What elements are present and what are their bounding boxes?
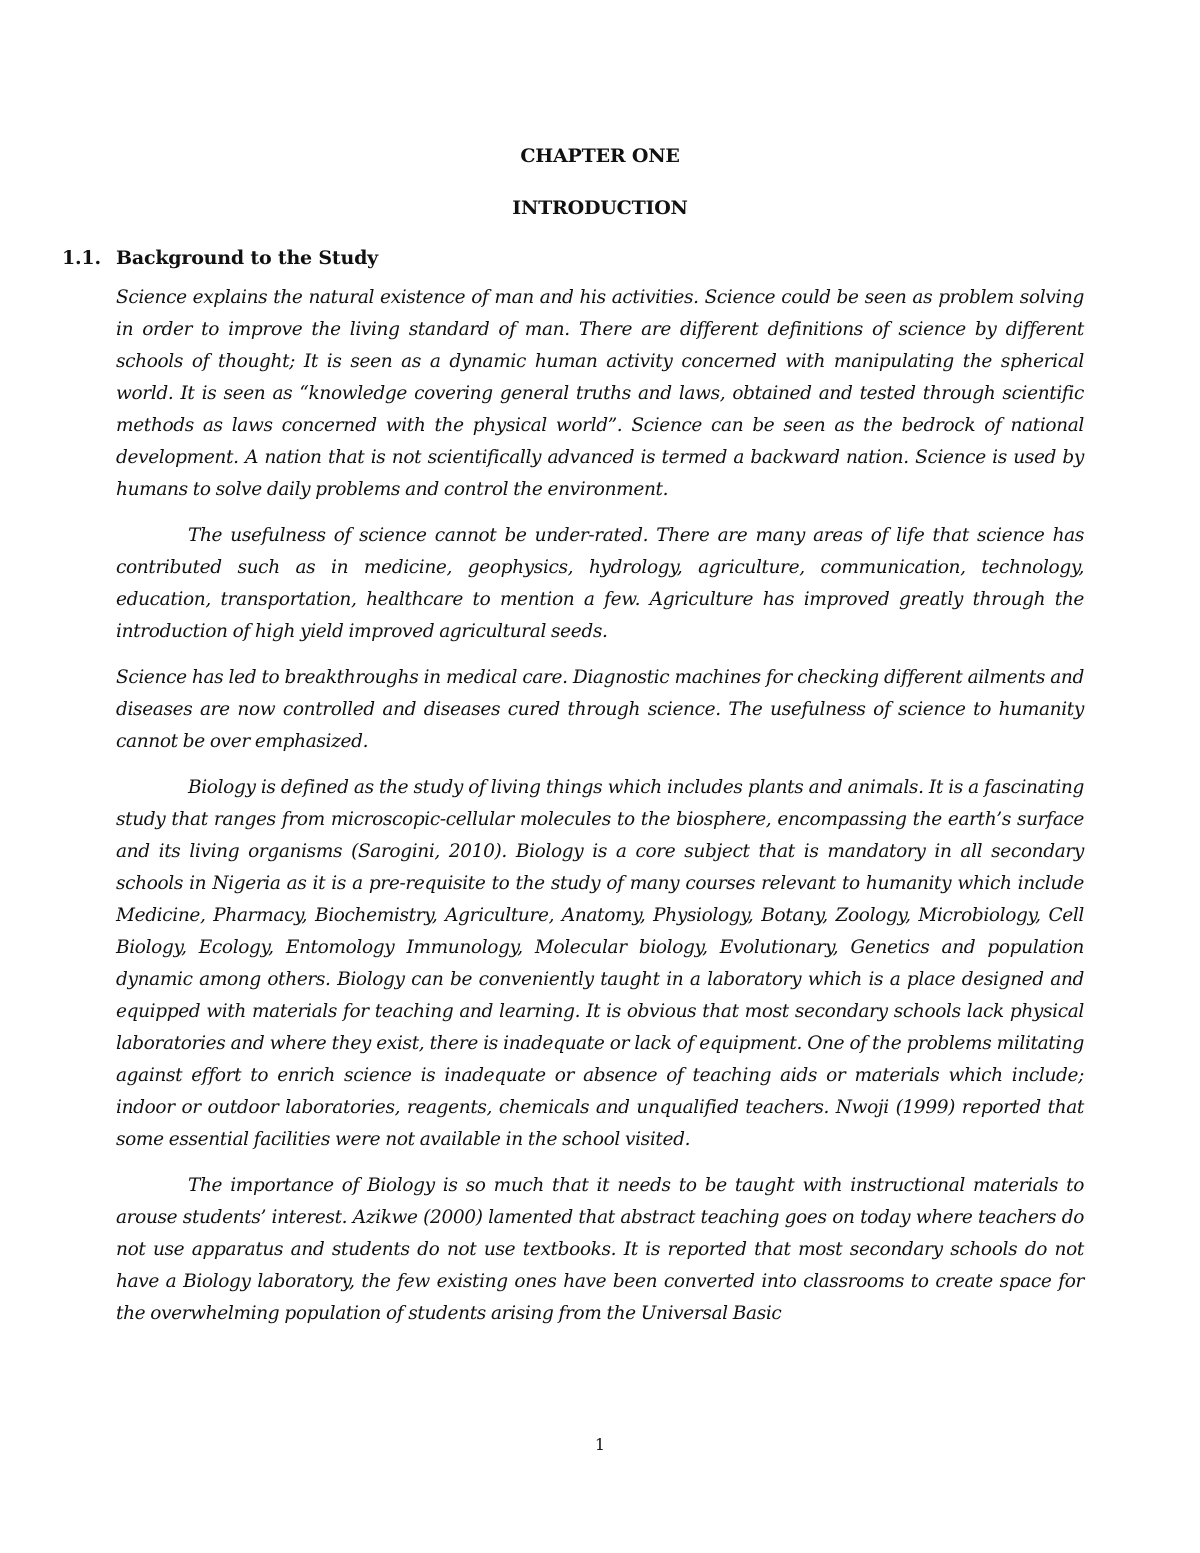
paragraph-1: Science explains the natural existence of man and his activities. Science could be seen as problem solving in order to improve the living standard of man. There are different definitions of science by different schools of thought; It is seen as a dynamic human activity concerned with manipulating the spherical world. It is seen as “knowledge covering general truths and laws, obtained and tested through scientific methods as laws concerned with the physical world”. Science can be seen as the bedrock of national development. A nation that is not scientifically advanced is termed a backward nation. Science is used by humans to solve daily problems and control the environment.	[116, 287, 1084, 500]
section-heading	[62, 242, 1084, 274]
section-number: 1.1.	[62, 247, 101, 269]
paragraph-3: Science has led to breakthroughs in medical care. Diagnostic machines for checking different ailments and diseases are now controlled and diseases cured through science. The usefulness of science to humanity cannot be over emphasized.	[116, 667, 1084, 752]
chapter-title: CHAPTER ONE	[520, 145, 680, 167]
paragraph-4: Biology is defined as the study of living things which includes plants and animals. It is a fascinating study that ranges from microscopic-cellular molecules to the biosphere, encompassing the earth’s surface and its living organisms (Sarogini, 2010). Biology is a core subject that is mandatory in all secondary schools in Nigeria as it is a pre-requisite to the study of many courses relevant to humanity which include Medicine, Pharmacy, Biochemistry, Agriculture, Anatomy, Physiology, Botany, Zoology, Microbiology, Cell Biology, Ecology, Entomology Immunology, Molecular biology, Evolutionary, Genetics and population dynamic among others. Biology can be conveniently taught in a laboratory which is a place designed and equipped with materials for teaching and learning. It is obvious that most secondary schools lack physical laboratories and where they exist, there is inadequate or lack of equipment. One of the problems militating against effort to enrich science is inadequate or absence of teaching aids or materials which include; indoor or outdoor laboratories, reagents, chemicals and unqualified teachers. Nwoji (1999) reported that some essential facilities were not available in the school visited.	[116, 777, 1084, 1150]
paragraph-2: The usefulness of science cannot be under-rated. There are many areas of life that science has contributed such as in medicine, geophysics, hydrology, agriculture, communication, technology, education, transportation, healthcare to mention a few. Agriculture has improved greatly through the introduction of high yield improved agricultural seeds.	[116, 525, 1084, 642]
paragraph-5: The importance of Biology is so much that it needs to be taught with instructional materials to arouse students’ interest. Azikwe (2000) lamented that abstract teaching goes on today where teachers do not use apparatus and students do not use textbooks. It is reported that most secondary schools do not have a Biology laboratory, the few existing ones have been converted into classrooms to create space for the overwhelming population of students arising from the Universal Basic	[116, 1175, 1084, 1324]
chapter-subtitle: INTRODUCTION	[512, 197, 688, 219]
document-page	[62, 140, 1084, 1330]
section-title: Background to the Study	[116, 247, 378, 269]
page-number: 1	[594, 1435, 606, 1454]
